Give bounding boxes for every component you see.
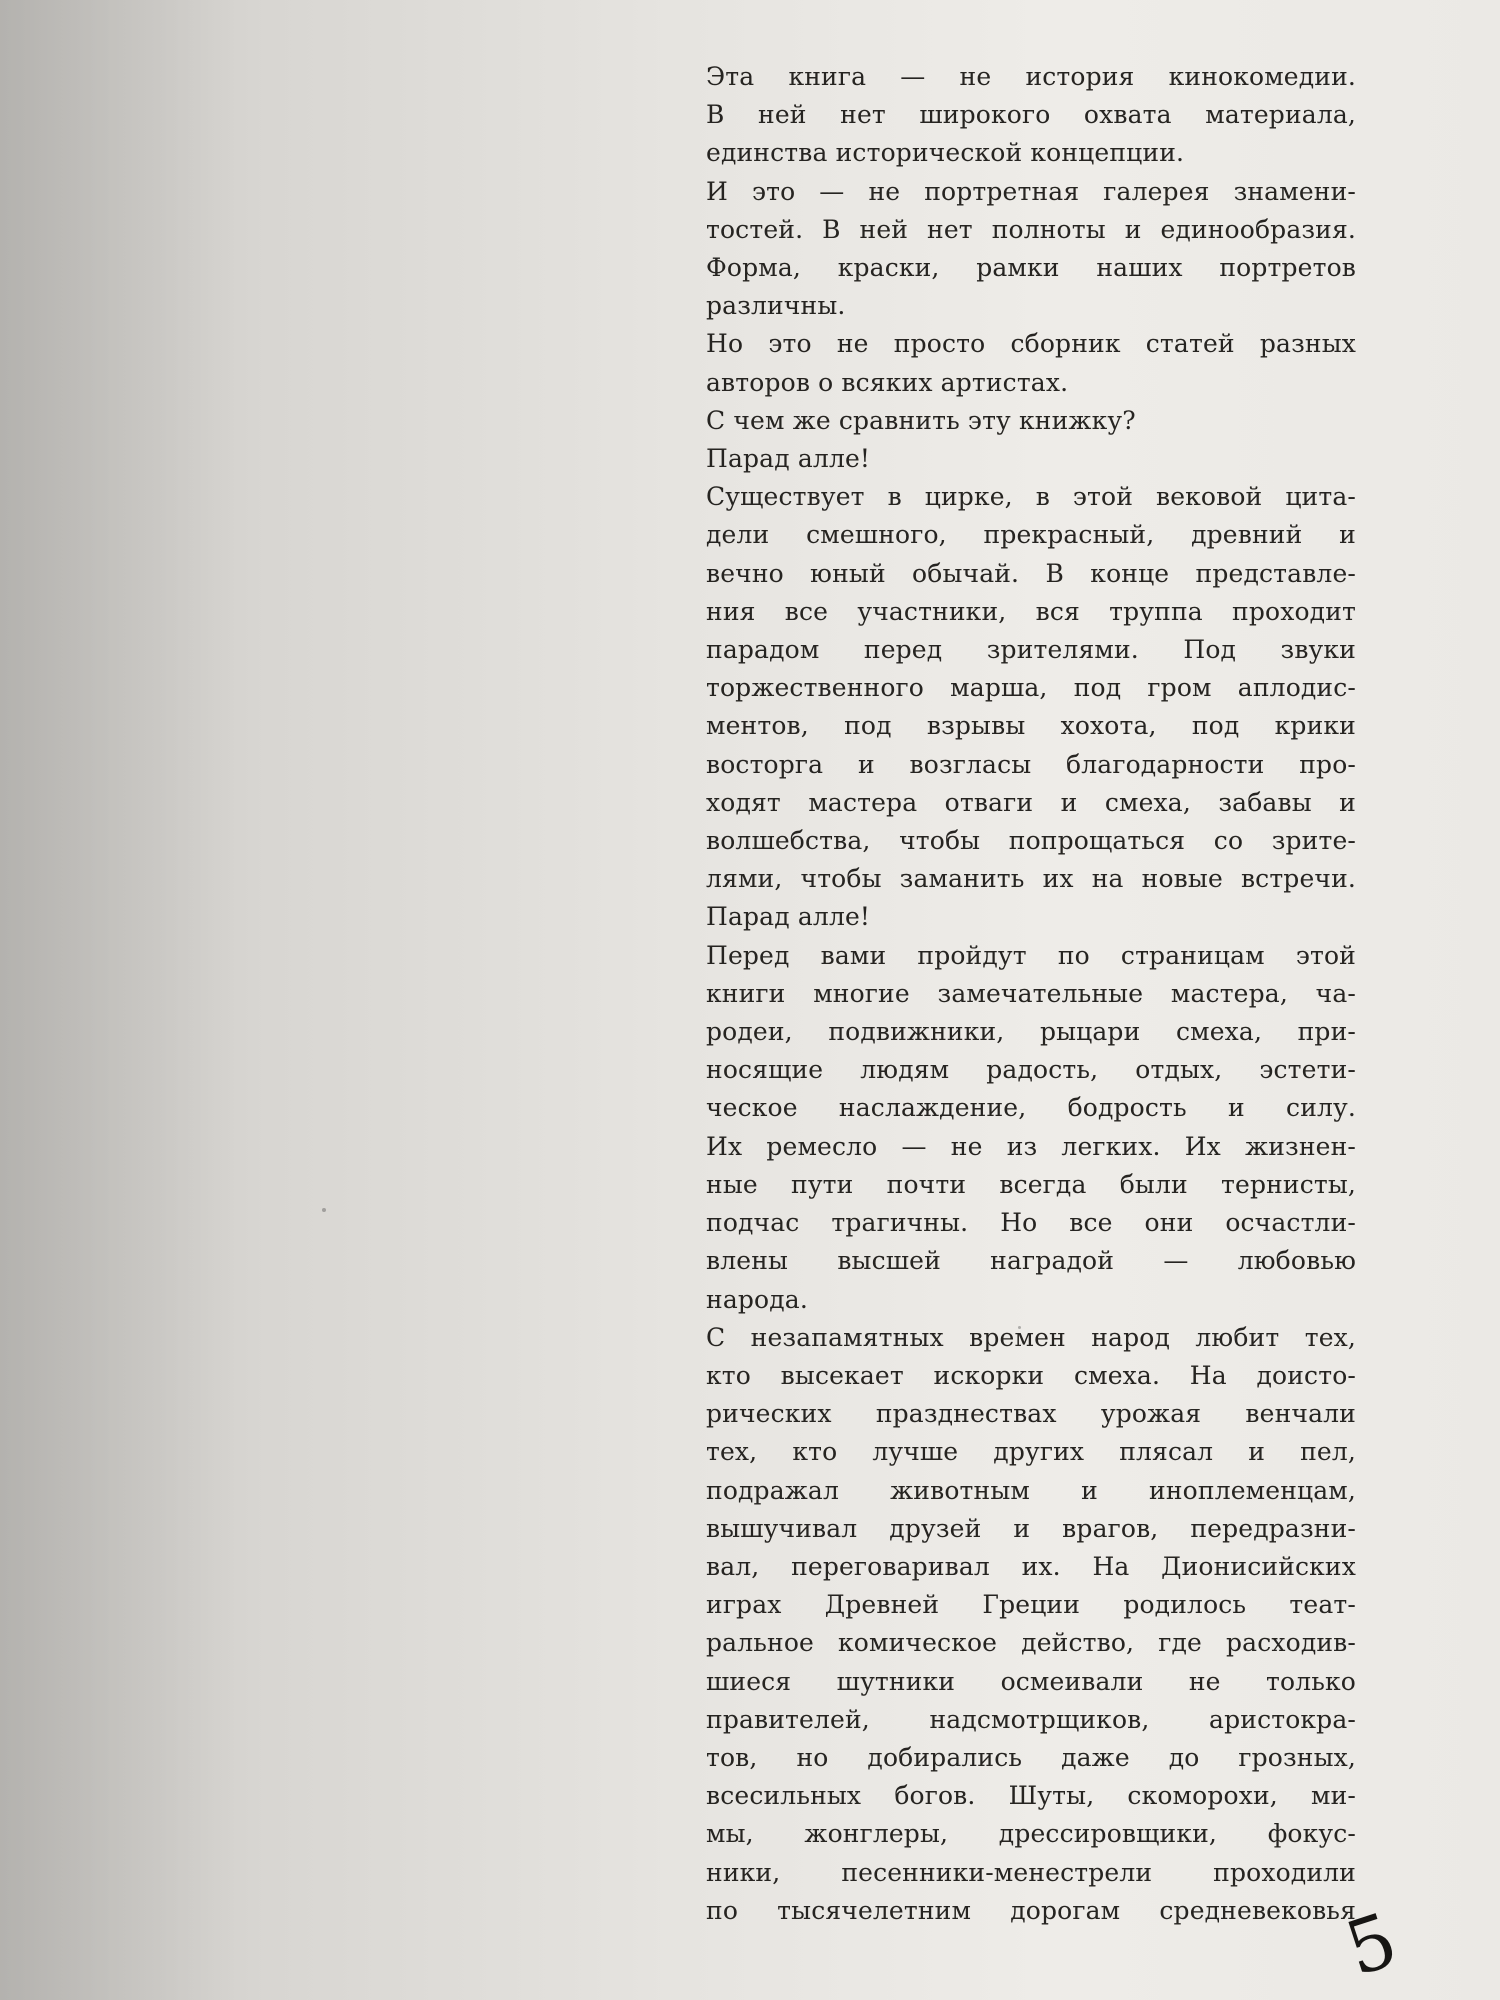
- body-text: [706, 58, 1356, 1930]
- text-line: вышучивал друзей и врагов, передразни-: [706, 1513, 1356, 1543]
- text-line: И это — не портретная галерея знамени-: [706, 176, 1356, 206]
- text-line: Перед вами пройдут по страницам этой: [706, 940, 1356, 970]
- text-line: мы, жонглеры, дрессировщики, фокус-: [706, 1819, 1356, 1849]
- text-line: подражал животным и иноплеменцам,: [706, 1475, 1356, 1505]
- text-line: рических празднествах урожая венчали: [706, 1399, 1356, 1429]
- text-line: торжественного марша, под гром аплодис-: [706, 673, 1356, 703]
- page-shadow: [0, 0, 240, 2000]
- text-line: дели смешного, прекрасный, древний и: [706, 520, 1356, 550]
- text-line: ческое наслаждение, бодрость и силу.: [706, 1093, 1356, 1123]
- text-line: правителей, надсмотрщиков, аристокра-: [706, 1704, 1356, 1734]
- text-line: кто высекает искорки смеха. На доисто-: [706, 1360, 1356, 1390]
- text-line: различны.: [706, 291, 846, 321]
- text-line: авторов о всяких артистах.: [706, 367, 1069, 397]
- text-line: С чем же сравнить эту книжку?: [706, 405, 1136, 435]
- text-line: народа.: [706, 1284, 808, 1314]
- text-line: шиеся шутники осмеивали не только: [706, 1666, 1356, 1696]
- text-line: носящие людям радость, отдых, эстети-: [706, 1055, 1356, 1085]
- text-line: Парад алле!: [706, 444, 871, 474]
- text-line: влены высшей наградой — любовью: [706, 1246, 1356, 1276]
- text-line: родеи, подвижники, рыцари смеха, при-: [706, 1017, 1356, 1047]
- text-line: Эта книга — не история кинокомедии.: [706, 62, 1356, 91]
- text-line: восторга и возгласы благодарности про-: [706, 749, 1356, 779]
- text-line: вал, переговаривал их. На Дионисийских: [706, 1551, 1356, 1581]
- text-line: Их ремесло — не из легких. Их жизнен-: [706, 1131, 1356, 1161]
- text-line: всесильных богов. Шуты, скоморохи, ми-: [706, 1781, 1356, 1811]
- text-line: тостей. В ней нет полноты и единообразия.: [706, 214, 1356, 244]
- text-line: вечно юный обычай. В конце представле-: [706, 558, 1356, 588]
- text-line: по тысячелетним дорогам средневековья: [706, 1895, 1356, 1925]
- text-line: подчас трагичны. Но все они осчастли-: [706, 1208, 1356, 1238]
- page-number: 5: [1335, 1896, 1408, 1994]
- text-line: лями, чтобы заманить их на новые встречи.: [706, 864, 1356, 894]
- text-line: ходят мастера отваги и смеха, забавы и: [706, 787, 1356, 817]
- text-line: ментов, под взрывы хохота, под крики: [706, 711, 1356, 741]
- text-line: ники, песенники-менестрели проходили: [706, 1857, 1356, 1887]
- paper-speck: [322, 1208, 326, 1212]
- text-line: ния все участники, вся труппа проходит: [706, 596, 1356, 626]
- text-line: Парад алле!: [706, 902, 871, 932]
- text-line: книги многие замечательные мастера, ча-: [706, 978, 1356, 1008]
- text-line: Форма, краски, рамки наших портретов: [706, 253, 1356, 283]
- text-line: единства исторической концепции.: [706, 138, 1185, 168]
- text-line: тов, но добирались даже до грозных,: [706, 1742, 1356, 1772]
- text-line: С незапамятных времен народ любит тех,: [706, 1322, 1356, 1352]
- text-line: В ней нет широкого охвата материала,: [706, 100, 1356, 130]
- text-line: Но это не просто сборник статей разных: [706, 329, 1356, 359]
- text-line: играх Древней Греции родилось теат-: [706, 1590, 1356, 1620]
- text-line: волшебства, чтобы попрощаться со зрите-: [706, 826, 1356, 856]
- text-line: ные пути почти всегда были тернисты,: [706, 1169, 1356, 1199]
- text-line: Существует в цирке, в этой вековой цита-: [706, 482, 1356, 512]
- text-line: парадом перед зрителями. Под звуки: [706, 635, 1356, 665]
- text-line: ральное комическое действо, где расходив-: [706, 1628, 1356, 1658]
- text-line: тех, кто лучше других плясал и пел,: [706, 1437, 1356, 1467]
